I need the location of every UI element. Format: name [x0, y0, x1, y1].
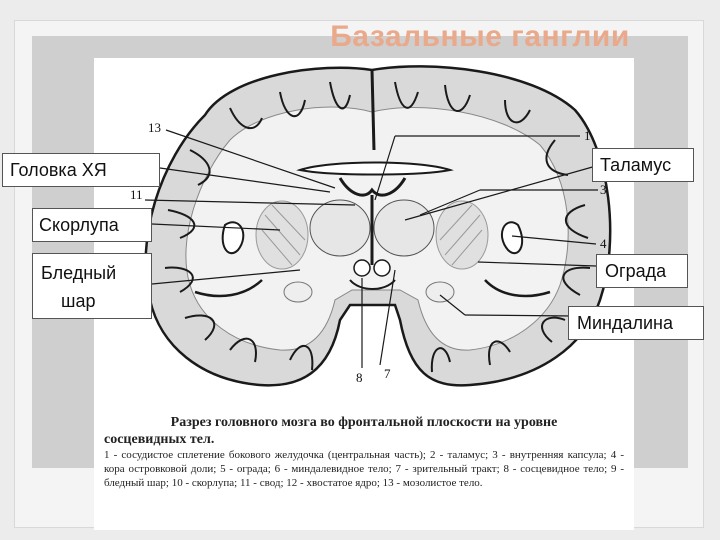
- caption-title: Разрез головного мозга во фронтальной плоскости на уровне: [170, 415, 558, 430]
- number-13: 13: [148, 120, 161, 135]
- number-8: 8: [356, 370, 363, 385]
- caption-subtitle: сосцевидных тел.: [104, 432, 215, 447]
- caption-text: 1 - сосудистое сплетение бокового желудочка (центральная часть); 2 - таламус; 3 - внутренняя капсула; 4 - кора островковой доли; 5 - ограда; 6 - миндалевидное тело; 7 - зрительный тракт; 8 - сосцевидное тело; 9 - бледный шар; 10 - скорлупа; 11 - свод; 12 - хвостатое ядро; 13 - мозолистое тело.: [104, 449, 624, 489]
- amygdala-right: [426, 282, 454, 302]
- thalamus-right: [374, 200, 434, 256]
- number-7: 7: [384, 366, 391, 381]
- label-thalamus-text: Таламус: [600, 155, 672, 175]
- mammillary-body-left: [354, 260, 370, 276]
- number-1: 1: [584, 128, 591, 143]
- label-claustrum-text: Ограда: [605, 261, 667, 281]
- mammillary-body-right: [374, 260, 390, 276]
- label-globus-pallidus-line2: шар: [61, 291, 96, 311]
- number-11: 11: [130, 187, 143, 202]
- longitudinal-fissure: [372, 70, 374, 150]
- label-amygdala: [568, 306, 704, 340]
- label-putamen-text: Скорлупа: [39, 215, 119, 235]
- label-thalamus: [592, 148, 694, 182]
- slide-title: Базальные ганглии: [330, 20, 630, 53]
- label-caudate-head: [2, 153, 160, 187]
- number-3: 3: [600, 182, 607, 197]
- figure-caption: [104, 414, 624, 490]
- label-caudate-head-text: Головка ХЯ: [10, 160, 107, 180]
- corpus-callosum: [300, 163, 450, 175]
- label-claustrum: [596, 254, 688, 288]
- label-putamen: [32, 208, 152, 242]
- amygdala-left: [284, 282, 312, 302]
- label-amygdala-text: Миндалина: [577, 313, 674, 333]
- label-globus-pallidus-line1: Бледный: [41, 263, 117, 283]
- thalamus-left: [310, 200, 370, 256]
- label-globus-pallidus: [32, 253, 152, 319]
- number-4: 4: [600, 236, 607, 251]
